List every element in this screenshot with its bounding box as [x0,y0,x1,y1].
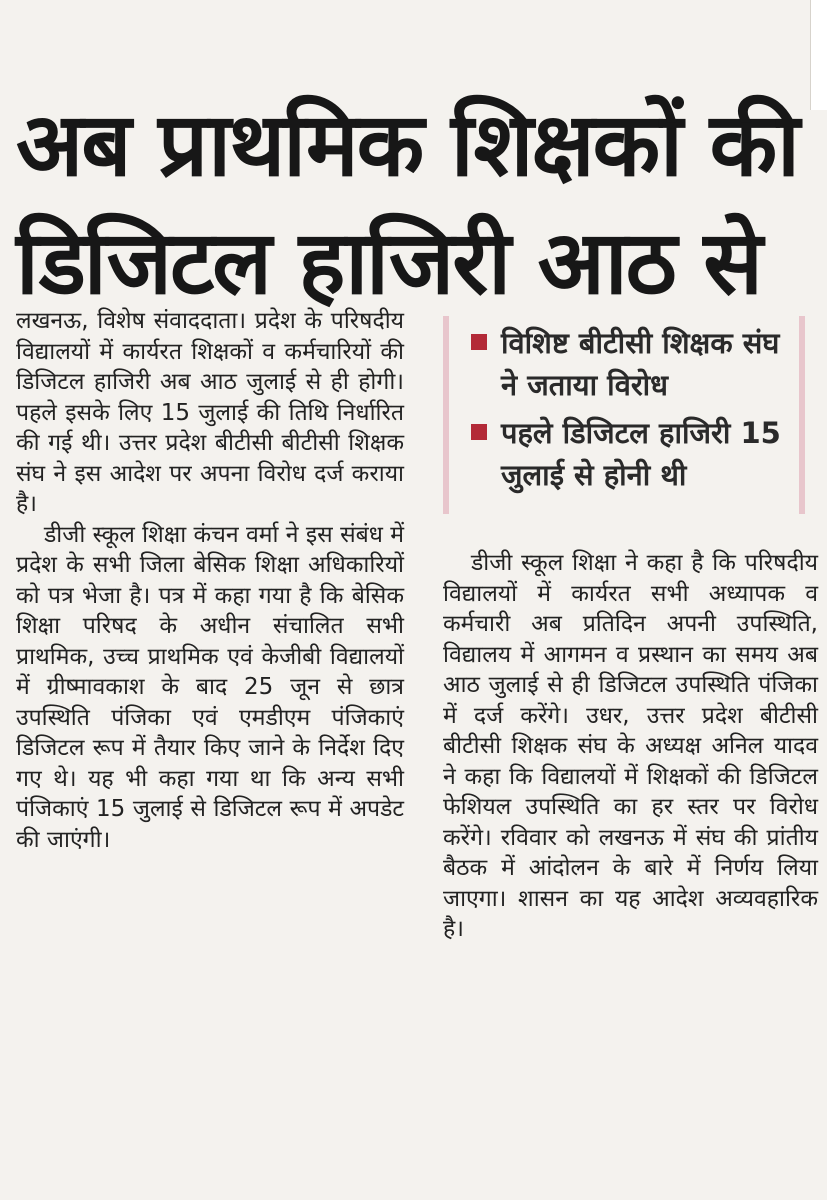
headline-line-1: अब प्राथमिक शिक्षकों की [16,92,798,196]
square-bullet-icon [471,424,487,440]
highlight-item [471,322,789,406]
article-paragraph-2: डीजी स्कूल शिक्षा कंचन वर्मा ने इस संबंध में प्रदेश के सभी जिला बेसिक शिक्षा अधिकारियों को पत्र भेजा है। पत्र में कहा गया है कि बेसिक शिक्षा परिषद के अधीन संचालित सभी प्राथमिक, उच्च प्राथमिक एवं केजीबी विद्यालयों में ग्रीष्मावकाश के बाद 25 जून से छात्र उपस्थिति पंजिका एवं एमडीएम पंजिकाएं डिजिटल रूप में तैयार किए जाने के निर्देश दिए गए थे। यह भी कहा गया था कि अन्य सभी पंजिकाएं 15 जुलाई से डिजिटल रूप में अपडेट की जाएंगी। [16,521,404,853]
highlight-text: विशिष्ट बीटीसी शिक्षक संघ ने जताया विरोध [501,326,780,402]
highlights-box [443,316,805,514]
article-paragraph-3: डीजी स्कूल शिक्षा ने कहा है कि परिषदीय विद्यालयों में कार्यरत सभी अध्यापक व कर्मचारी अब प्रतिदिन अपनी उपस्थिति, विद्यालय में आगमन व प्रस्थान का समय अब आठ जुलाई से ही डिजिटल उपस्थिति पंजिका में दर्ज करेंगे। उधर, उत्तर प्रदेश बीटीसी बीटीसी शिक्षक संघ के अध्यक्ष अनिल यादव ने कहा कि विद्यालयों में शिक्षकों की डिजिटल फेशियल उपस्थिति का हर स्तर पर विरोध करेंगे। रविवार को लखनऊ में संघ की प्रांतीय बैठक में आंदोलन के बारे में निर्णय लिया जाएगा। शासन का यह आदेश अव्यवहारिक है। [443,550,818,942]
article-paragraph-1: लखनऊ, विशेष संवाददाता। प्रदेश के परिषदीय विद्यालयों में कार्यरत शिक्षकों व कर्मचारियों की डिजिटल हाजिरी अब आठ जुलाई से ही होगी। पहले इसके लिए 15 जुलाई की तिथि निर्धारित की गई थी। उत्तर प्रदेश बीटीसी बीटीसी शिक्षक संघ ने इस आदेश पर अपना विरोध दर्ज कराया है। [16,308,404,517]
right-article-column [443,548,818,945]
square-bullet-icon [471,334,487,350]
page-edge [810,0,827,110]
highlight-text: पहले डिजिटल हाजिरी 15 जुलाई से होनी थी [501,416,781,492]
left-article-column [16,306,404,855]
highlight-item [471,412,789,496]
headline-line-2: डिजिटल हाजिरी आठ से [16,210,761,314]
